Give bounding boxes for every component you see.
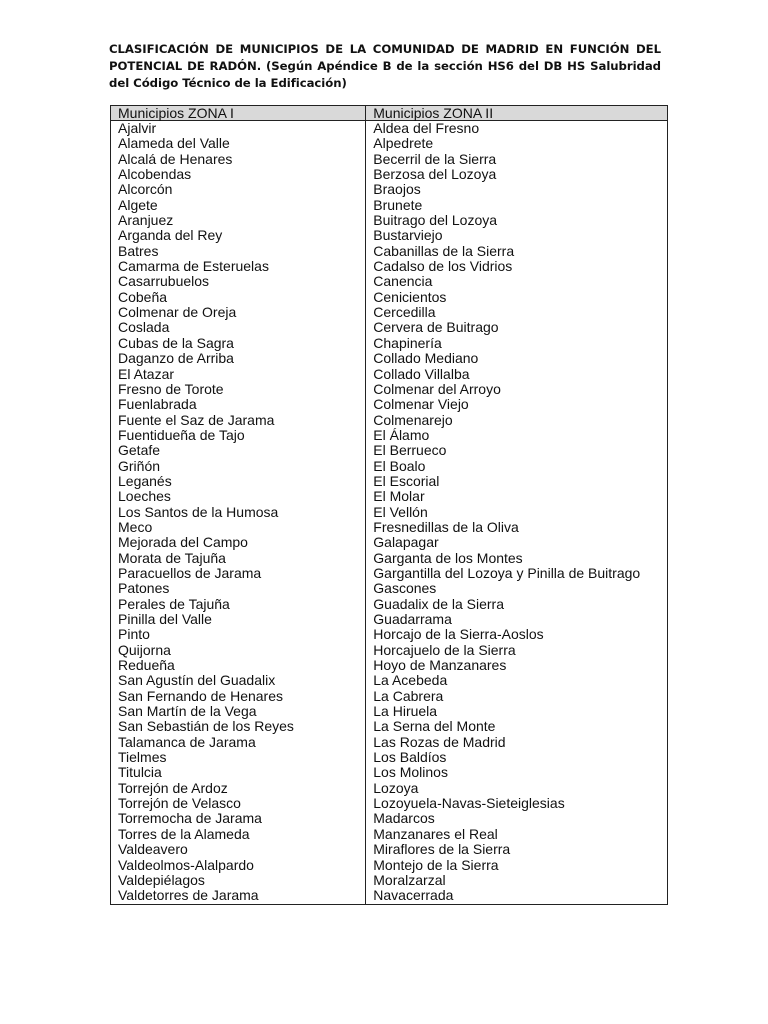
zona-i-cell: Fuentidueña de Tajo — [111, 428, 366, 443]
table-row — [111, 121, 668, 137]
zona-i-cell: Paracuellos de Jarama — [111, 566, 366, 581]
zona-ii-cell: El Boalo — [366, 459, 668, 474]
table-row — [111, 535, 668, 550]
table-row — [111, 382, 668, 397]
zona-ii-cell: Bustarviejo — [366, 228, 668, 243]
zona-i-cell: Fresno de Torote — [111, 382, 366, 397]
zona-i-cell: Valdepiélagos — [111, 873, 366, 888]
zona-ii-cell: Aldea del Fresno — [366, 121, 668, 137]
zona-ii-cell: Alpedrete — [366, 136, 668, 151]
zona-i-cell: Morata de Tajuña — [111, 551, 366, 566]
table-row — [111, 627, 668, 642]
zona-ii-cell: Cabanillas de la Sierra — [366, 244, 668, 259]
table-row — [111, 505, 668, 520]
zona-i-cell: El Atazar — [111, 367, 366, 382]
zona-ii-cell: Las Rozas de Madrid — [366, 735, 668, 750]
zona-i-cell: Valdeavero — [111, 842, 366, 857]
table-row — [111, 136, 668, 151]
zona-ii-cell: La Hiruela — [366, 704, 668, 719]
table-row — [111, 459, 668, 474]
table-row — [111, 305, 668, 320]
table-row — [111, 228, 668, 243]
zona-ii-cell: Horcajuelo de la Sierra — [366, 643, 668, 658]
zona-ii-cell: Collado Villalba — [366, 367, 668, 382]
zona-i-cell: Titulcia — [111, 765, 366, 780]
zona-ii-cell: Navacerrada — [366, 888, 668, 904]
table-row — [111, 259, 668, 274]
zona-i-cell: San Agustín del Guadalix — [111, 673, 366, 688]
table-row — [111, 735, 668, 750]
table-row — [111, 167, 668, 182]
table-row — [111, 551, 668, 566]
zona-i-cell: Pinilla del Valle — [111, 612, 366, 627]
table-row — [111, 827, 668, 842]
table-row — [111, 781, 668, 796]
zona-ii-cell: El Escorial — [366, 474, 668, 489]
zona-ii-cell: Hoyo de Manzanares — [366, 658, 668, 673]
table-row — [111, 658, 668, 673]
zona-ii-cell: El Vellón — [366, 505, 668, 520]
zona-ii-cell: La Cabrera — [366, 689, 668, 704]
zona-i-cell: Arganda del Rey — [111, 228, 366, 243]
zona-ii-cell: Gascones — [366, 581, 668, 596]
zona-i-cell: Torremocha de Jarama — [111, 811, 366, 826]
table-row — [111, 520, 668, 535]
document-title: CLASIFICACIÓN DE MUNICIPIOS DE LA COMUNIDAD DE MADRID EN FUNCIÓN DEL POTENCIAL DE RADÓN. (Según Apéndice B de la sección HS6 del DB HS Salubridad del Código Técnico de la Edificación) — [109, 42, 661, 90]
table-row — [111, 581, 668, 596]
zona-i-cell: Torres de la Alameda — [111, 827, 366, 842]
zona-i-cell: Coslada — [111, 320, 366, 335]
zona-i-cell: Torrejón de Ardoz — [111, 781, 366, 796]
zona-i-cell: Los Santos de la Humosa — [111, 505, 366, 520]
municipalities-table — [110, 105, 668, 905]
zona-ii-cell: Cervera de Buitrago — [366, 320, 668, 335]
table-row — [111, 765, 668, 780]
zona-ii-cell: Guadalix de la Sierra — [366, 597, 668, 612]
table-row — [111, 274, 668, 289]
zona-ii-cell: Horcajo de la Sierra-Aoslos — [366, 627, 668, 642]
zona-i-cell: Perales de Tajuña — [111, 597, 366, 612]
zona-ii-cell: La Serna del Monte — [366, 719, 668, 734]
column-header-zona-i: Municipios ZONA I — [111, 106, 366, 121]
table-header-row — [111, 106, 668, 121]
zona-i-cell: Talamanca de Jarama — [111, 735, 366, 750]
zona-i-cell: Redueña — [111, 658, 366, 673]
table-row — [111, 888, 668, 904]
table-row — [111, 443, 668, 458]
table-row — [111, 858, 668, 873]
table-row — [111, 428, 668, 443]
zona-ii-cell: Canencia — [366, 274, 668, 289]
zona-i-cell: Colmenar de Oreja — [111, 305, 366, 320]
zona-i-cell: Casarrubuelos — [111, 274, 366, 289]
table-row — [111, 413, 668, 428]
zona-ii-cell: La Acebeda — [366, 673, 668, 688]
zona-i-cell: Valdetorres de Jarama — [111, 888, 366, 904]
table-row — [111, 489, 668, 504]
table-row — [111, 397, 668, 412]
table-row — [111, 290, 668, 305]
zona-i-cell: Valdeolmos-Alalpardo — [111, 858, 366, 873]
zona-i-cell: Leganés — [111, 474, 366, 489]
table-row — [111, 673, 668, 688]
zona-ii-cell: Colmenar del Arroyo — [366, 382, 668, 397]
table-row — [111, 719, 668, 734]
zona-ii-cell: Manzanares el Real — [366, 827, 668, 842]
zona-i-cell: Daganzo de Arriba — [111, 351, 366, 366]
table-row — [111, 842, 668, 857]
table-row — [111, 796, 668, 811]
zona-i-cell: Camarma de Esteruelas — [111, 259, 366, 274]
zona-ii-cell: Los Baldíos — [366, 750, 668, 765]
column-header-zona-ii: Municipios ZONA II — [366, 106, 668, 121]
table-row — [111, 367, 668, 382]
zona-ii-cell: Lozoya — [366, 781, 668, 796]
zona-ii-cell: Moralzarzal — [366, 873, 668, 888]
zona-ii-cell: El Álamo — [366, 428, 668, 443]
zona-i-cell: Ajalvir — [111, 121, 366, 137]
zona-ii-cell: Galapagar — [366, 535, 668, 550]
table-row — [111, 336, 668, 351]
zona-i-cell: Patones — [111, 581, 366, 596]
zona-ii-cell: Lozoyuela-Navas-Sieteiglesias — [366, 796, 668, 811]
table-row — [111, 597, 668, 612]
zona-i-cell: Batres — [111, 244, 366, 259]
table-row — [111, 244, 668, 259]
table-row — [111, 689, 668, 704]
table-row — [111, 566, 668, 581]
zona-i-cell: Alcobendas — [111, 167, 366, 182]
table-row — [111, 704, 668, 719]
zona-ii-cell: Colmenar Viejo — [366, 397, 668, 412]
zona-i-cell: Alameda del Valle — [111, 136, 366, 151]
zona-ii-cell: Becerril de la Sierra — [366, 152, 668, 167]
zona-i-cell: San Fernando de Henares — [111, 689, 366, 704]
zona-ii-cell: Brunete — [366, 198, 668, 213]
zona-ii-cell: Garganta de los Montes — [366, 551, 668, 566]
zona-i-cell: Pinto — [111, 627, 366, 642]
table-row — [111, 213, 668, 228]
zona-ii-cell: Braojos — [366, 182, 668, 197]
zona-ii-cell: Guadarrama — [366, 612, 668, 627]
table-row — [111, 612, 668, 627]
zona-ii-cell: Fresnedillas de la Oliva — [366, 520, 668, 535]
zona-i-cell: Fuenlabrada — [111, 397, 366, 412]
zona-ii-cell: Colmenarejo — [366, 413, 668, 428]
zona-ii-cell: Buitrago del Lozoya — [366, 213, 668, 228]
zona-i-cell: Quijorna — [111, 643, 366, 658]
table-row — [111, 152, 668, 167]
zona-i-cell: Alcorcón — [111, 182, 366, 197]
zona-ii-cell: Berzosa del Lozoya — [366, 167, 668, 182]
zona-i-cell: Loeches — [111, 489, 366, 504]
zona-i-cell: Algete — [111, 198, 366, 213]
zona-ii-cell: El Molar — [366, 489, 668, 504]
table-row — [111, 182, 668, 197]
table-row — [111, 873, 668, 888]
table-row — [111, 474, 668, 489]
table-row — [111, 320, 668, 335]
zona-i-cell: Getafe — [111, 443, 366, 458]
table-row — [111, 750, 668, 765]
zona-i-cell: San Martín de la Vega — [111, 704, 366, 719]
zona-i-cell: Aranjuez — [111, 213, 366, 228]
zona-i-cell: Griñón — [111, 459, 366, 474]
zona-i-cell: Fuente el Saz de Jarama — [111, 413, 366, 428]
table-row — [111, 351, 668, 366]
zona-ii-cell: Cercedilla — [366, 305, 668, 320]
zona-i-cell: Cubas de la Sagra — [111, 336, 366, 351]
zona-ii-cell: Cenicientos — [366, 290, 668, 305]
zona-i-cell: Tielmes — [111, 750, 366, 765]
table-row — [111, 198, 668, 213]
table-body — [111, 121, 668, 905]
zona-i-cell: Torrejón de Velasco — [111, 796, 366, 811]
table-row — [111, 811, 668, 826]
zona-ii-cell: Montejo de la Sierra — [366, 858, 668, 873]
zona-i-cell: Meco — [111, 520, 366, 535]
zona-i-cell: Cobeña — [111, 290, 366, 305]
table-row — [111, 643, 668, 658]
zona-ii-cell: Collado Mediano — [366, 351, 668, 366]
zona-i-cell: Alcalá de Henares — [111, 152, 366, 167]
zona-ii-cell: Los Molinos — [366, 765, 668, 780]
zona-ii-cell: Cadalso de los Vidrios — [366, 259, 668, 274]
zona-i-cell: Mejorada del Campo — [111, 535, 366, 550]
zona-ii-cell: El Berrueco — [366, 443, 668, 458]
zona-ii-cell: Madarcos — [366, 811, 668, 826]
zona-i-cell: San Sebastián de los Reyes — [111, 719, 366, 734]
zona-ii-cell: Chapinería — [366, 336, 668, 351]
zona-ii-cell: Gargantilla del Lozoya y Pinilla de Buitrago — [366, 566, 668, 581]
zona-ii-cell: Miraflores de la Sierra — [366, 842, 668, 857]
